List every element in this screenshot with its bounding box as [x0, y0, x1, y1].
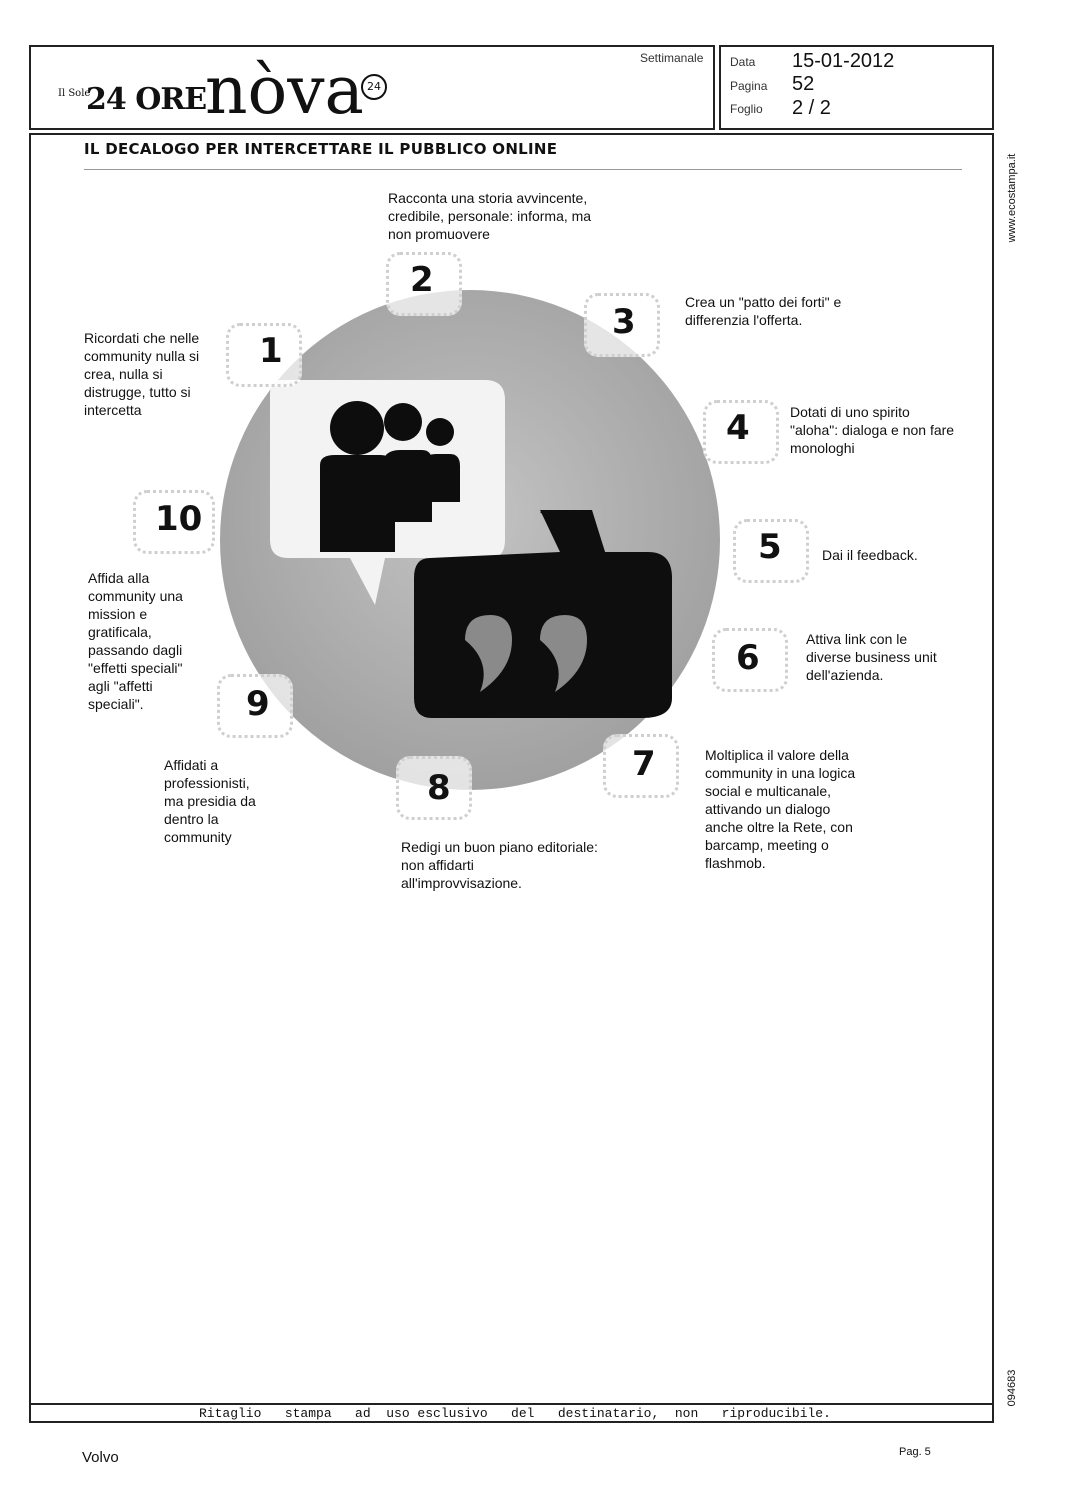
- masthead-badge-text: 24: [367, 80, 381, 93]
- footer-rule: [29, 1403, 994, 1405]
- footer-client: Volvo: [82, 1449, 119, 1466]
- tip-4-line: Dotati di uno spirito: [790, 404, 910, 420]
- footer-page: Pag. 5: [899, 1446, 931, 1458]
- tip-6-line: dell'azienda.: [806, 667, 884, 683]
- tip-number-2: 2: [410, 260, 434, 300]
- pagina-label: Pagina: [730, 79, 768, 93]
- tip-5-line: Dai il feedback.: [822, 547, 918, 563]
- tip-7-line: attivando un dialogo: [705, 801, 831, 817]
- tip-3-line: Crea un "patto dei forti" e: [685, 294, 842, 310]
- tip-8-line: non affidarti: [401, 857, 474, 873]
- tip-7-line: community in una logica: [705, 765, 856, 781]
- tip-8-line: all'improvvisazione.: [401, 875, 522, 891]
- tip-7-line: flashmob.: [705, 855, 766, 871]
- logo-24-ore: 24 ORE: [86, 82, 207, 117]
- tip-text-3: [685, 293, 841, 329]
- tip-7-line: social e multicanale,: [705, 783, 832, 799]
- tip-1-line: Ricordati che nelle: [84, 330, 200, 346]
- logo-il-sole: Il Sole: [58, 88, 91, 99]
- tip-text-1: [84, 329, 199, 419]
- masthead-nova: nòva: [205, 52, 364, 129]
- tip-2-line: credibile, personale: informa, ma: [388, 208, 592, 224]
- tip-number-4: 4: [726, 408, 750, 448]
- tip-2-line: Racconta una storia avvincente,: [388, 190, 588, 206]
- tip-number-6: 6: [736, 638, 760, 678]
- tip-10-line: community una: [88, 588, 183, 604]
- tip-number-8: 8: [427, 768, 451, 808]
- pagina-value: 52: [792, 73, 815, 95]
- tip-text-4: [790, 403, 954, 457]
- tip-4-line: "aloha": dialoga e non fare: [790, 422, 955, 438]
- tip-number-5: 5: [758, 527, 782, 567]
- tip-number-10: 10: [155, 499, 203, 539]
- tip-1-line: community nulla si: [84, 348, 200, 364]
- foglio-label: Foglio: [730, 102, 763, 116]
- tip-4-line: monologhi: [790, 440, 855, 456]
- tip-10-line: agli "affetti: [88, 678, 153, 694]
- tip-2-line: non promuovere: [388, 226, 490, 242]
- tip-9-line: ma presidia da: [164, 793, 256, 809]
- tip-10-line: mission e: [88, 606, 148, 622]
- tip-number-1: 1: [259, 331, 283, 371]
- tip-number-9: 9: [246, 684, 270, 724]
- tip-7-line: Moltiplica il valore della: [705, 747, 849, 763]
- side-code: 094683: [1006, 1369, 1018, 1407]
- tip-9-line: community: [164, 829, 232, 845]
- tip-text-6: [806, 630, 937, 684]
- title-rule: [84, 169, 962, 170]
- tip-text-7: [705, 746, 855, 872]
- tip-1-line: crea, nulla si: [84, 366, 163, 382]
- data-label: Data: [730, 55, 756, 69]
- tip-1-line: distrugge, tutto si: [84, 384, 191, 400]
- tip-text-5: [822, 546, 918, 564]
- tip-7-line: anche oltre la Rete, con: [705, 819, 853, 835]
- tip-10-line: passando dagli: [88, 642, 183, 658]
- tip-9-line: dentro la: [164, 811, 219, 827]
- tip-1-line: intercetta: [84, 402, 142, 418]
- tip-6-line: Attiva link con le: [806, 631, 908, 647]
- tip-text-9: [164, 756, 256, 846]
- tip-text-2: [388, 189, 591, 243]
- tip-10-line: Affida alla: [88, 570, 150, 586]
- tip-10-line: gratificala,: [88, 624, 152, 640]
- tip-6-line: diverse business unit: [806, 649, 937, 665]
- tip-9-line: professionisti,: [164, 775, 250, 791]
- tip-3-line: differenzia l'offerta.: [685, 312, 803, 328]
- side-website: www.ecostampa.it: [1006, 153, 1018, 243]
- tip-text-10: [88, 569, 183, 713]
- article-title: IL DECALOGO PER INTERCETTARE IL PUBBLICO ONLINE: [84, 140, 558, 158]
- frequency-label: Settimanale: [640, 51, 704, 65]
- footer-notice: Ritaglio stampa ad uso esclusivo del destinatario, non riproducibile.: [199, 1406, 831, 1421]
- tip-7-line: barcamp, meeting o: [705, 837, 829, 853]
- foglio-value: 2 / 2: [792, 97, 831, 119]
- data-value: 15-01-2012: [792, 50, 895, 72]
- tip-10-line: "effetti speciali": [88, 660, 183, 676]
- tip-10-line: speciali".: [88, 696, 144, 712]
- tip-number-3: 3: [612, 302, 636, 342]
- tip-9-line: Affidati a: [164, 757, 219, 773]
- masthead-badge: [361, 74, 387, 100]
- tip-text-8: [401, 838, 598, 892]
- tip-8-line: Redigi un buon piano editoriale:: [401, 839, 598, 855]
- tip-number-7: 7: [632, 744, 656, 784]
